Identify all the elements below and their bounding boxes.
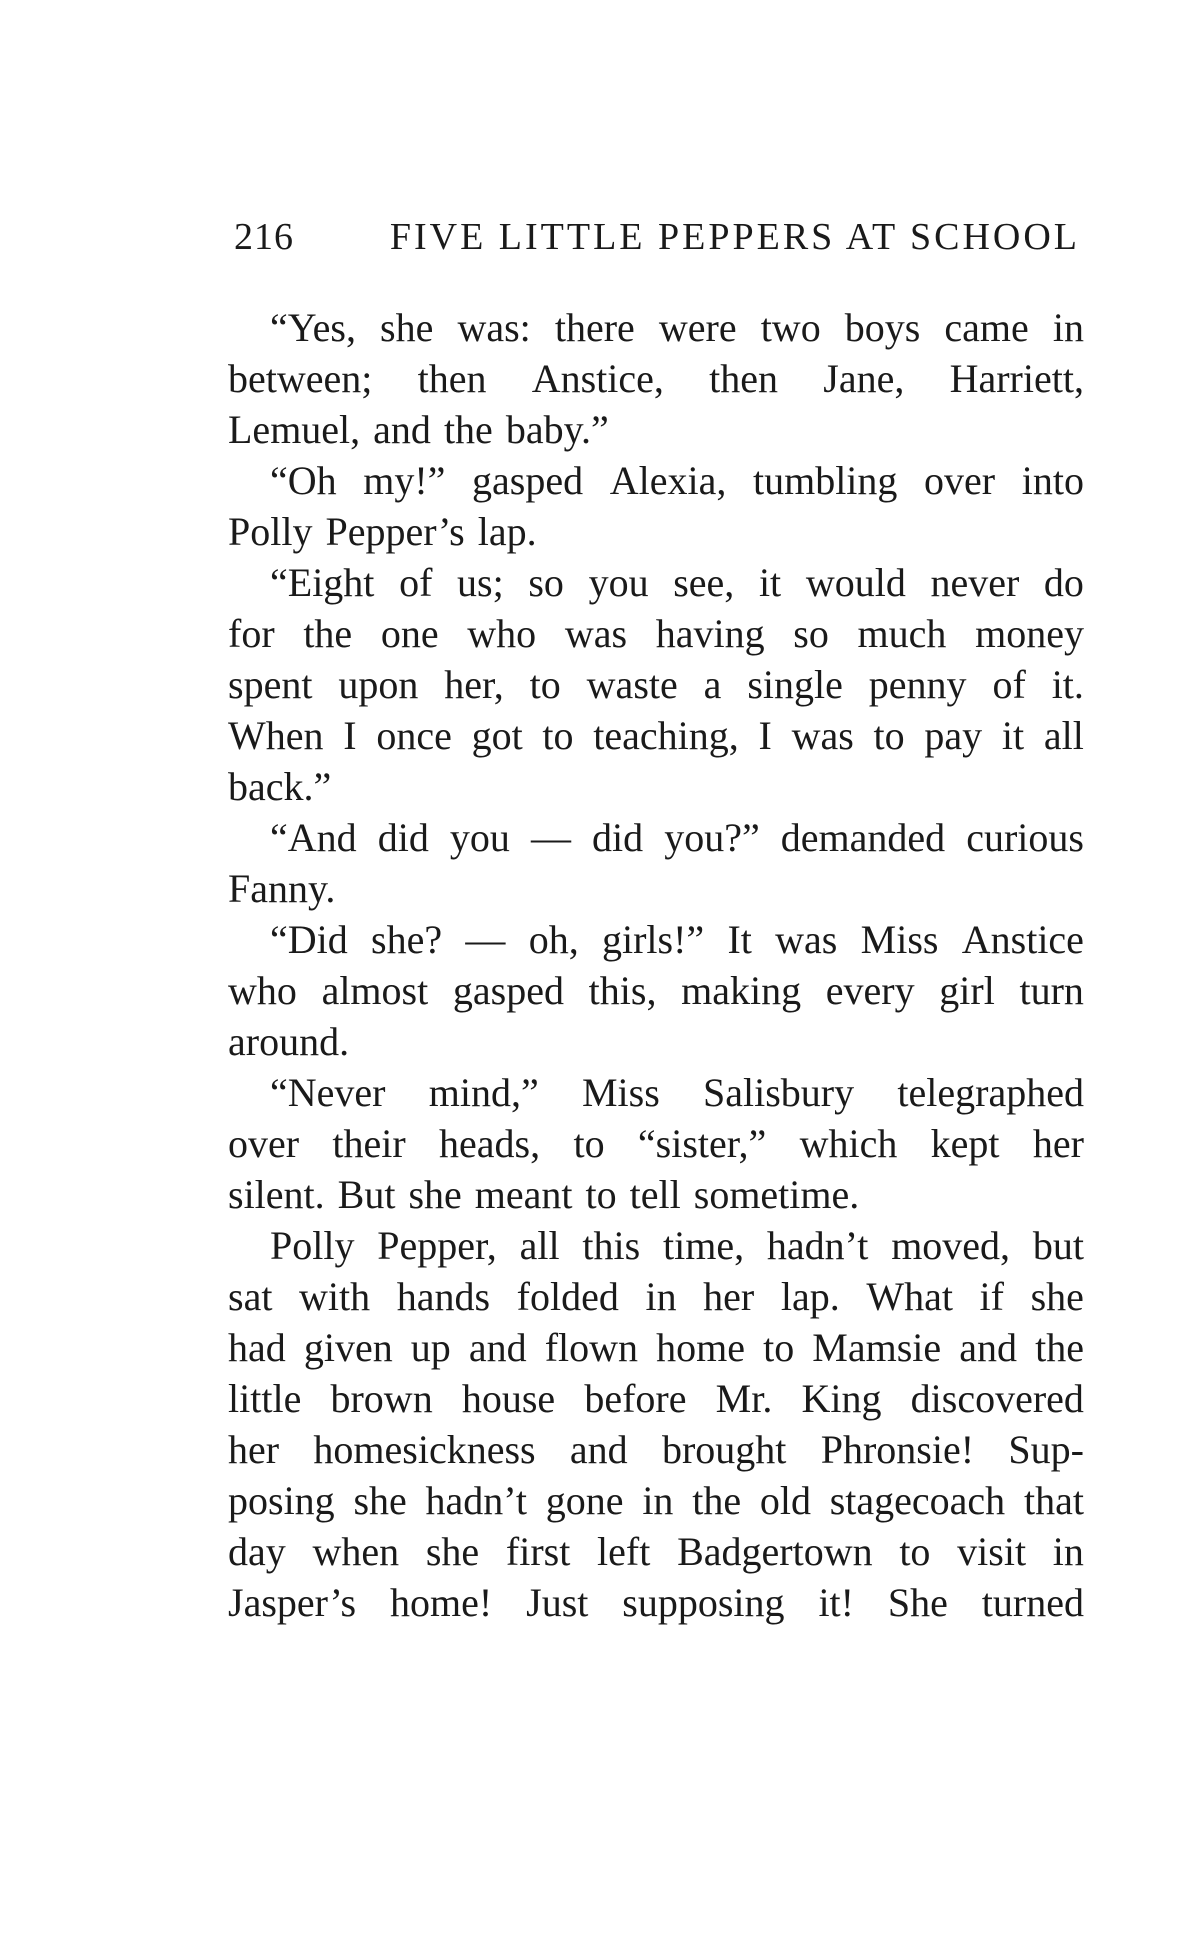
text-line: back.” [228, 764, 332, 809]
text-line: over their heads, to “sister,” which kept her [228, 1121, 1084, 1166]
text-line: sat with hands folded in her lap. What if she [228, 1274, 1084, 1319]
text-line: spent upon her, to waste a single penny of it. [228, 662, 1084, 707]
text-line: “Did she? — oh, girls!” It was Miss Anstice [270, 917, 1084, 962]
paragraph [228, 455, 1084, 557]
paragraph [228, 914, 1084, 1067]
text-line: between; then Anstice, then Jane, Harriett, [228, 356, 1084, 401]
paragraph [228, 557, 1084, 812]
text-line: Lemuel, and the baby.” [228, 407, 609, 452]
text-line: “Yes, she was: there were two boys came in [270, 305, 1084, 350]
paragraph [228, 1067, 1084, 1220]
text-line: Polly Pepper, all this time, hadn’t moved, but [270, 1223, 1084, 1268]
text-line: for the one who was having so much money [228, 611, 1084, 656]
text-line: who almost gasped this, making every girl turn [228, 968, 1084, 1013]
paragraph [228, 302, 1084, 455]
text-line: “Eight of us; so you see, it would never do [270, 560, 1084, 605]
text-line: Jasper’s home! Just supposing it! She turned [228, 1580, 1084, 1625]
body-text [228, 302, 1084, 1628]
text-line: “And did you — did you?” demanded curious [270, 815, 1084, 860]
text-line: around. [228, 1019, 350, 1064]
text-line: posing she hadn’t gone in the old stagecoach that [228, 1478, 1084, 1523]
running-title: FIVE LITTLE PEPPERS AT SCHOOL [389, 216, 1080, 258]
text-line: When I once got to teaching, I was to pay it all [228, 713, 1084, 758]
text-line: “Oh my!” gasped Alexia, tumbling over into [270, 458, 1084, 503]
text-line: silent. But she meant to tell sometime. [228, 1172, 860, 1217]
text-line: Fanny. [228, 866, 336, 911]
running-head [234, 215, 1080, 265]
page-number: 216 [234, 216, 294, 258]
paragraph [228, 812, 1084, 914]
text-line: day when she first left Badgertown to visit in [228, 1529, 1084, 1574]
text-line: “Never mind,” Miss Salisbury telegraphed [270, 1070, 1084, 1115]
text-line: had given up and flown home to Mamsie and the [228, 1325, 1084, 1370]
paragraph [228, 1220, 1084, 1628]
text-line: Polly Pepper’s lap. [228, 509, 537, 554]
text-line: her homesickness and brought Phronsie! Sup- [228, 1427, 1084, 1472]
text-line: little brown house before Mr. King discovered [228, 1376, 1084, 1421]
